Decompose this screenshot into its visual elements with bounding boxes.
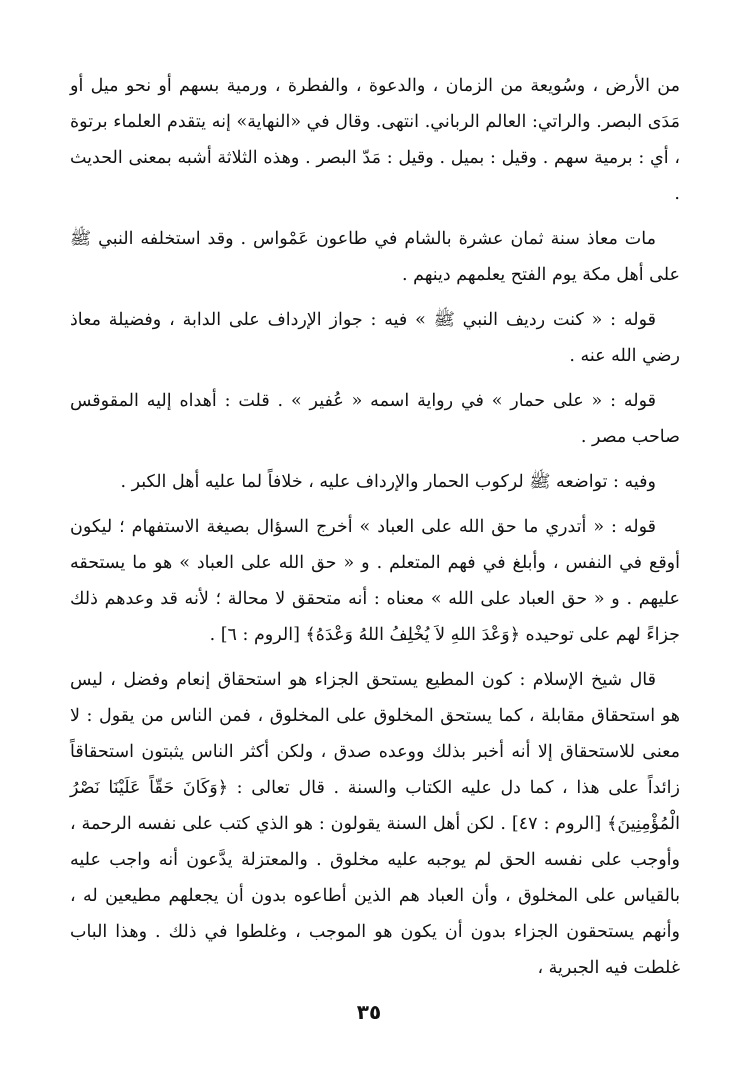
- paragraph-humility: وفيه : تواضعه ﷺ لركوب الحمار والإرداف عليه ، خلافاً لما عليه أهل الكبر .: [120, 472, 656, 492]
- paragraph-shaykh-islam: قال شيخ الإسلام : كون المطيع يستحق الجزاء هو استحقاق إنعام وفضل ، ليس هو استحقاق مقابلة ، كما يستحق المخلوق على المخلوق ، فمن الناس من يقول : لا معنى للاستحقاق إلا أنه أخبر بذلك ووعده صدق ، ولكن أكثر الناس يثبتون استحقاقاً زائداً على هذا ، كما دل عليه الكتاب والسنة . قال تعالى : ﴿وَكَانَ حَقّاً عَلَيْنَا نَصْرُ الْمُؤْمِنِينَ﴾ [الروم : ٤٧] . لكن أهل السنة يقولون : هو الذي كتب على نفسه الرحمة ، وأوجب على نفسه الحق لم يوجبه عليه مخلوق . والمعتزلة يدَّعون أنه واجب عليه بالقياس على المخلوق ، وأن العباد هم الذين أطاعوه بدون أن يجعلهم مطيعين له ، وأنهم يستحقون الجزاء بدون أن يكون هو الموجب ، وغلطوا في ذلك . وهذا الباب غلطت فيه الجبرية ،: [70, 670, 680, 978]
- book-page-text: [70, 68, 680, 995]
- paragraph-haqq-allah: قوله : « أتدري ما حق الله على العباد » أخرج السؤال بصيغة الاستفهام ؛ ليكون أوقع في النفس ، وأبلغ في فهم المتعلم . و « حق الله على العباد » هو ما يستحقه عليهم . و « حق العباد على الله » معناه : أنه متحقق لا محالة ؛ لأنه قد وعدهم ذلك جزاءً لهم على توحيده ﴿وَعْدَ اللهِ لاَ يُخْلِفُ اللهُ وَعْدَهُ﴾ [الروم : ٦] .: [70, 517, 680, 645]
- page-number: ٣٥: [356, 1000, 382, 1024]
- paragraph-radif: قوله : « كنت رديف النبي ﷺ » فيه : جواز الإرداف على الدابة ، وفضيلة معاذ رضي الله عنه .: [70, 310, 680, 366]
- paragraph-lexical-note: من الأرض ، وسُويعة من الزمان ، والدعوة ، والفطرة ، ورمية بسهم أو نحو ميل أو مَدَى البصر. والراتي: العالم الرباني. انتهى. وقال في «النهاية» إنه يتقدم العلماء برتوة ، أي : برمية سهم . وقيل : بميل . وقيل : مَدّ البصر . وهذه الثلاثة أشبه بمعنى الحديث .: [70, 76, 680, 204]
- paragraph-muadh-death: مات معاذ سنة ثمان عشرة بالشام في طاعون عَمْواس . وقد استخلفه النبي ﷺ على أهل مكة يوم الفتح يعلمهم دينهم .: [70, 229, 680, 285]
- paragraph-himar: قوله : « على حمار » في رواية اسمه « عُفير » . قلت : أهداه إليه المقوقس صاحب مصر .: [70, 391, 680, 447]
